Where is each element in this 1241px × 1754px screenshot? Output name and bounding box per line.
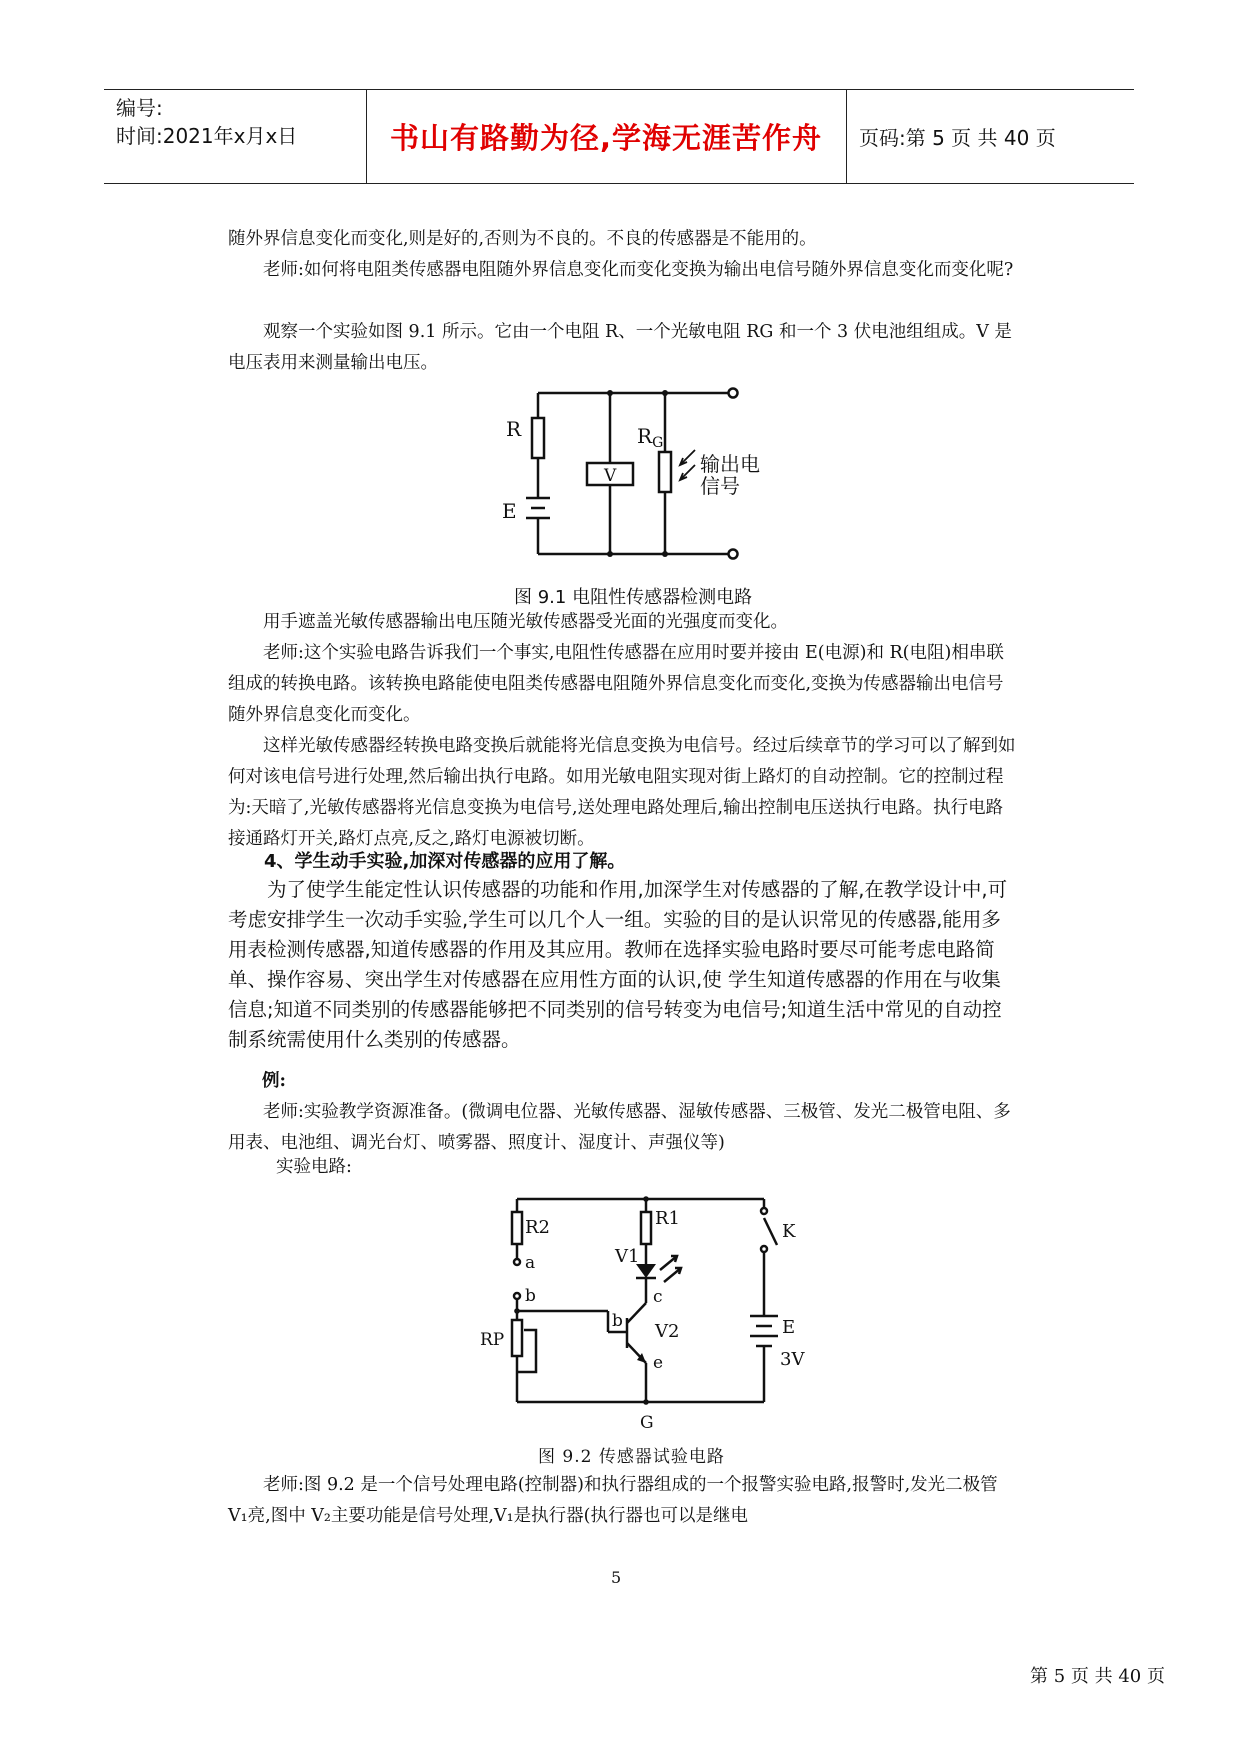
figure-9-2-circuit	[480, 1190, 820, 1440]
figure-9-1-caption: 图 9.1 电阻性传感器检测电路	[514, 587, 753, 608]
fig1-label-v: V	[604, 466, 617, 486]
paragraph-3: 观察一个实验如图 9.1 所示。它由一个电阻 R、一个光敏电阻 RG 和一个 3 伏电池组组成。V 是电压表用来测量输出电压。	[228, 322, 1012, 373]
page-number: 5	[611, 1568, 622, 1587]
fig2-label-v1: V1	[615, 1246, 640, 1267]
paragraph-8: 老师:实验教学资源准备。(微调电位器、光敏传感器、湿敏传感器、三极管、发光二极管电阻、多用表、电池组、调光台灯、喷雾器、照度计、湿度计、声强仪等)	[228, 1102, 1011, 1153]
fig2-label-b-base: b	[612, 1311, 623, 1331]
figure-9-1-circuit	[500, 380, 800, 560]
header-page-code: 页码:第 5 页 共 40 页	[859, 126, 1056, 150]
paragraph-6: 这样光敏传感器经转换电路变换后就能将光信息变换为电信号。经过后续章节的学习可以了解到如何对该电信号进行处理,然后输出执行电路。如用光敏电阻实现对街上路灯的自动控制。它的控制过程为:天暗了,光敏传感器将光信息变换为电信号,送处理电路处理后,输出控制电压送执行电路。执行电路接通路灯开关,路灯点亮,反之,路灯电源被切断。	[228, 736, 1016, 849]
fig2-label-c: c	[653, 1287, 663, 1307]
fig2-label-g: G	[640, 1413, 654, 1433]
fig1-label-r: R	[506, 417, 522, 441]
paragraph-9: 实验电路:	[276, 1157, 352, 1177]
paragraph-10: 老师:图 9.2 是一个信号处理电路(控制器)和执行器组成的一个报警实验电路,报警时,发光二极管 V₁亮,图中 V₂主要功能是信号处理,V₁是执行器(执行器也可以是继电	[228, 1475, 998, 1526]
paragraph-7: 为了使学生能定性认识传感器的功能和作用,加深学生对传感器的了解,在教学设计中,可考虑安排学生一次动手实验,学生可以几个人一组。实验的目的是认识常见的传感器,能用多用表检测传感器,知道传感器的作用及其应用。教师在选择实验电路时要尽可能考虑电路简单、操作容易、突出学生对传感器在应用性方面的认识,使 学生知道传感器的作用在与收集信息;知道不同类别的传感器能够把不同类别的信号转变为电信号;知道生活中常见的自动控制系统需使用什么类别的传感器。	[228, 878, 1008, 1051]
footer-page-info: 第 5 页 共 40 页	[1030, 1666, 1165, 1687]
time-label: 时间:2021年x月x日	[116, 124, 298, 148]
fig2-label-a: a	[525, 1253, 536, 1273]
number-label: 编号:	[116, 96, 163, 120]
fig2-label-r1: R1	[655, 1208, 681, 1229]
fig2-label-b-node: b	[525, 1286, 536, 1306]
fig1-label-output-2: 信号	[700, 474, 740, 498]
fig2-label-v2: V2	[655, 1321, 680, 1342]
fig2-label-r2: R2	[525, 1217, 551, 1238]
paragraph-1: 随外界信息变化而变化,则是好的,否则为不良的。不良的传感器是不能用的。	[228, 229, 817, 249]
header-motto-cell	[366, 90, 847, 183]
document-header	[104, 89, 1134, 184]
fig2-label-k: K	[782, 1221, 796, 1242]
motto: 书山有路勤为径,学海无涯苦作舟	[389, 121, 823, 155]
fig1-label-e: E	[502, 499, 517, 523]
paragraph-4: 用手遮盖光敏传感器输出电压随光敏传感器受光面的光强度而变化。	[263, 612, 788, 632]
fig1-label-rg: $R_G$	[637, 424, 664, 451]
section-heading-4: 4、学生动手实验,加深对传感器的应用了解。	[264, 851, 626, 872]
example-label: 例:	[262, 1071, 286, 1091]
paragraph-5: 老师:这个实验电路告诉我们一个事实,电阻性传感器在应用时要并接由 E(电源)和 R(电阻)相串联组成的转换电路。该转换电路能使电阻类传感器电阻随外界信息变化而变化,变换为传感器输出电信号随外界信息变化而变化。	[228, 643, 1004, 725]
fig1-label-output-1: 输出电	[700, 452, 760, 476]
fig2-label-3v: 3V	[780, 1349, 805, 1370]
header-info-cell	[104, 90, 367, 183]
figure-9-2-caption: 图 9.2 传感器试验电路	[538, 1447, 725, 1467]
fig2-label-e-battery: E	[782, 1317, 796, 1338]
fig2-label-rp: RP	[480, 1330, 505, 1350]
fig2-label-e-emitter: e	[653, 1353, 664, 1373]
paragraph-2: 老师:如何将电阻类传感器电阻随外界信息变化而变化变换为输出电信号随外界信息变化而变化呢?	[263, 260, 1014, 280]
